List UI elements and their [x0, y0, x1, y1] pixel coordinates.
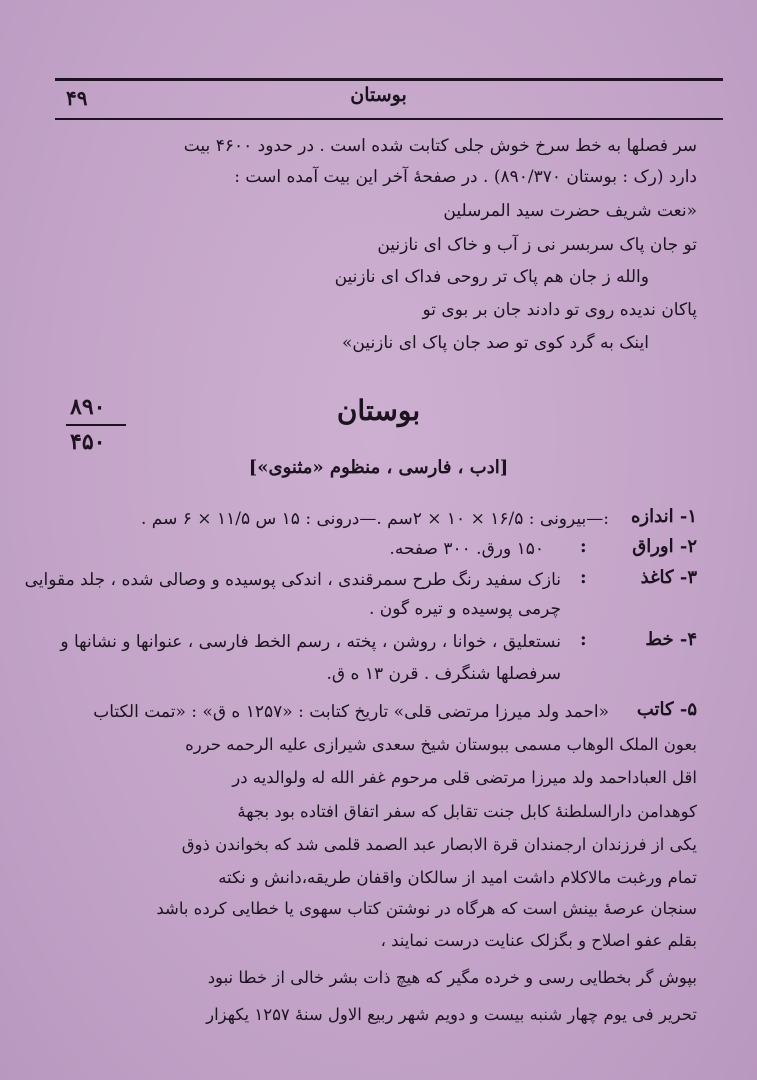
poem-line: پاکان ندیده روی تو دادند جان بر بوی تو [422, 300, 697, 320]
field-label-paper: ۳- کاغذ [640, 567, 697, 588]
field-value-size: :—بیرونی : ۱۶/۵ × ۱۰ × ۲سم .—درونی : ۱۵ س ۱۱/۵ × ۶ سم . [140, 509, 609, 529]
colophon-line: تمام ورغبت مالاکلام داشت امید از سالکان واقفان طریقه،دانش و نکته [218, 868, 697, 887]
field-label-folios: ۲- اوراق [632, 536, 697, 557]
colophon-line: بعون الملک الوهاب مسمی ببوستان شیخ سعدی شیرازی علیه الرحمه حرره [185, 735, 697, 754]
field-label-scribe: ۵- کاتب [636, 699, 697, 720]
field-value-script: نستعلیق ، خوانا ، روشن ، پخته ، رسم الخط فارسی ، عنوانها و نشانها و [60, 632, 561, 652]
field-colon: : [580, 567, 587, 588]
colophon-line: تحریر فی یوم چهار شنبه بیست و دویم شهر ربیع الاول سنهٔ ۱۲۵۷ یکهزار [206, 1005, 697, 1024]
entry-title: بوستان [336, 394, 421, 427]
field-colon: : [580, 629, 587, 650]
colophon-line: بقلم عفو اصلاح و بگزلک عنایت درست نمایند ، [380, 931, 697, 950]
page-number: ۴۹ [66, 86, 88, 110]
intro-line: دارد (رک : بوستان ۸۹۰/۳۷۰) . در صفحهٔ آخر این بیت آمده است : [234, 167, 697, 187]
page-reference-number: ۴۵۰ [70, 429, 106, 455]
field-value-folios: ۱۵۰ ورق. ۳۰۰ صفحه. [389, 539, 544, 559]
running-title: بوستان [350, 84, 407, 106]
colophon-line: یکی از فرزندان ارجمندان قرة الابصار عبد الصمد قلمی شد که بخواندن ذوق [181, 835, 697, 854]
field-label-size: ۱- اندازه [631, 506, 697, 527]
field-value-scribe: «احمد ولد میرزا مرتضی قلی» تاریخ کتابت : «۱۲۵۷ ه ق» : «تمت الکتاب [93, 702, 609, 722]
colophon-line: اقل العباداحمد ولد میرزا مرتضی قلی مرحوم غفر الله له ولوالدیه در [232, 768, 697, 787]
header-bottom-rule [55, 118, 723, 120]
poem-line: اینک به گرد کوی تو صد جان پاک ای نازنین» [341, 333, 649, 353]
intro-line: سر فصلها به خط سرخ خوش جلی کتابت شده است . در حدود ۴۶۰۰ بیت [183, 136, 697, 156]
field-label-script: ۴- خط [645, 629, 697, 650]
colophon-line: سنجان عرصهٔ بینش است که هرگاه در نوشتن کتاب سهوی یا خطایی کرده باشد [156, 899, 697, 918]
poem-line: تو جان پاک سربسر نی ز آب و خاک ای نازنین [377, 235, 697, 255]
header-top-rule [55, 78, 723, 81]
poem-line: والله ز جان هم پاک تر روحی فداک ای نازنین [334, 267, 649, 287]
field-value-paper: چرمی پوسیده و تیره گون . [368, 599, 561, 619]
field-value-paper: نازک سفید رنگ طرح سمرقندی ، اندکی پوسیده و وصالی شده ، جلد مقوایی [24, 570, 561, 590]
field-colon: : [580, 536, 587, 557]
colophon-line: کوهدامن دارالسلطنهٔ کابل جنت تقابل که سفر اتفاق افتاده بود بجههٔ [237, 802, 697, 821]
intro-line: «نعت شریف حضرت سید المرسلین [443, 201, 697, 221]
colophon-verse: بپوش گر بخطایی رسی و خرده مگیر که هیچ ذات بشر خالی از خطا نبود [207, 968, 697, 987]
entry-subtitle: [ادب ، فارسی ، منظوم «مثنوی»] [248, 457, 509, 478]
catalogue-number: ۸۹۰ [70, 394, 106, 420]
field-value-script: سرفصلها شنگرف . قرن ۱۳ ه ق. [326, 664, 561, 684]
